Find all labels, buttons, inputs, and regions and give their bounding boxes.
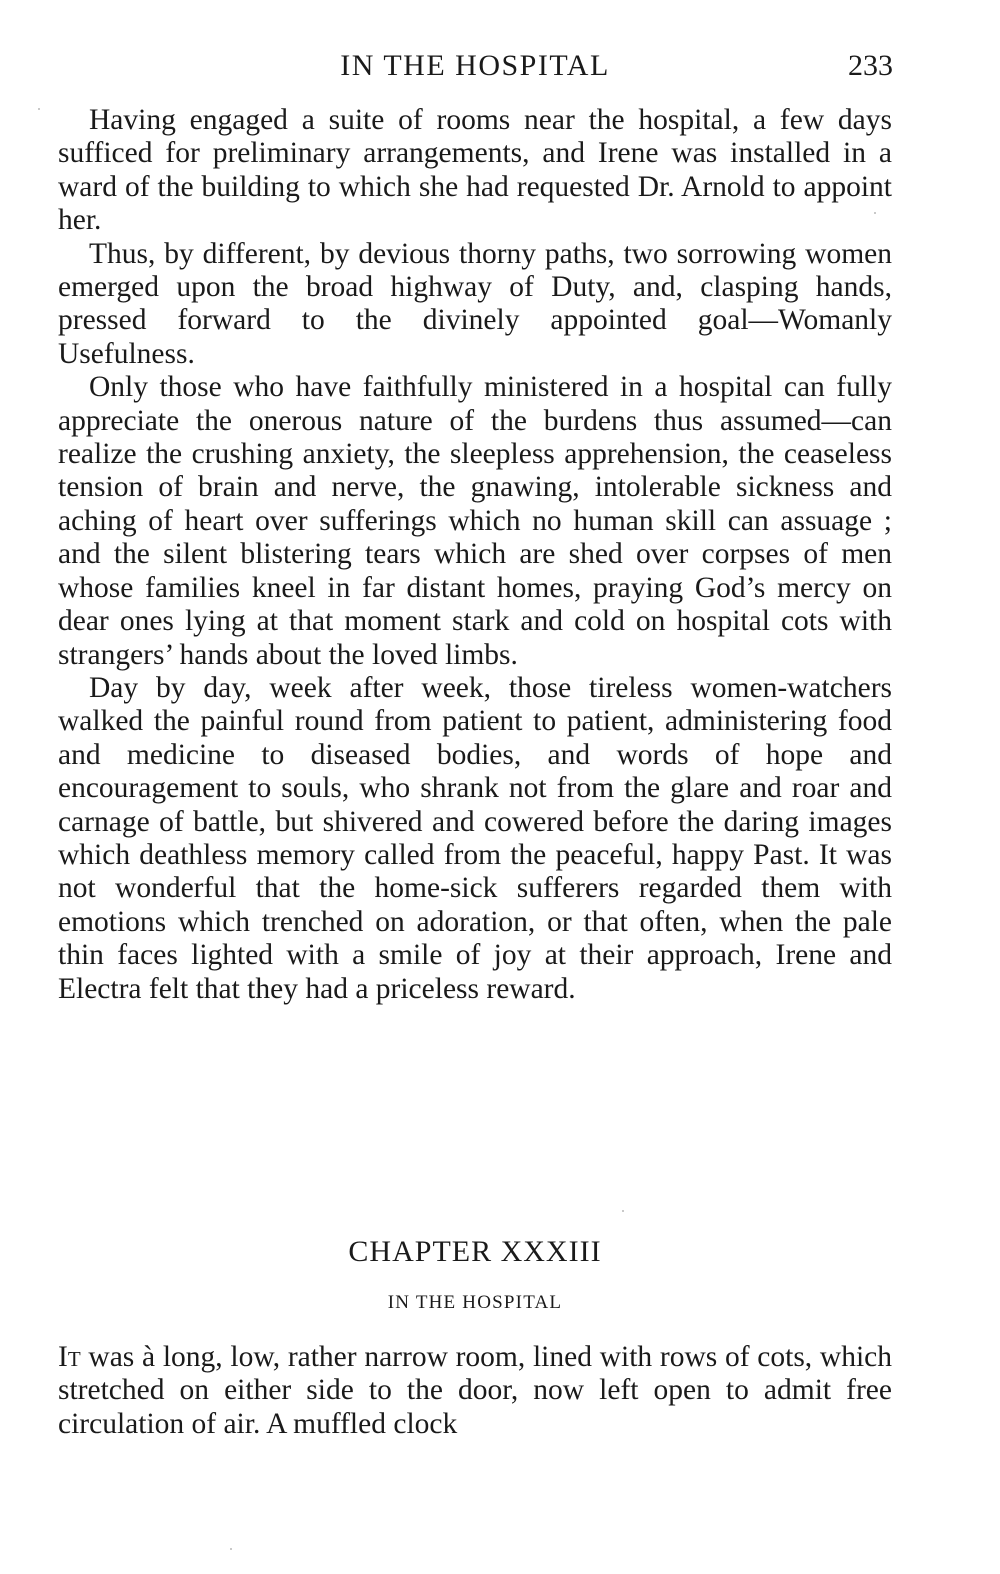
paragraph-women-watchers: Day by day, week after week, those tireless women-watchers walked the painful round from patient to patient, administering food and medicine to diseased bodies, and words of hope and encouragement to souls, who shrank not from the glare and roar and carnage of battle, but shivered and cowered before the daring images which deathless memory called from the peaceful, happy Past. It was not wonderful that the home-sick sufferers regarded them with emotions which trenched on adoration, or that often, when the pale thin faces lighted with a smile of joy at their approach, Irene and Electra felt that they had a priceless reward. <box>58 671 892 1005</box>
opening-text: was à long, low, rather narrow room, lined with rows of cots, which stretched on either side to the door, now left open to admit free circulation of air. A muffled clock <box>58 1341 892 1440</box>
scan-speck <box>230 1548 232 1550</box>
running-title: IN THE HOSPITAL <box>340 49 610 82</box>
paragraph-arrangements: Having engaged a suite of rooms near the hospital, a few days sufficed for preliminary arrangements, and Irene was installed in a ward of the building to which she had requested Dr. Arnold to appoint her. <box>58 104 892 237</box>
chapter-subtitle: IN THE HOSPITAL <box>387 1292 563 1313</box>
body-text <box>58 104 892 1006</box>
chapter-opening-paragraph <box>58 1341 892 1441</box>
page-number: 233 <box>848 49 893 82</box>
scan-speck <box>38 108 40 110</box>
running-head <box>0 46 1000 86</box>
paragraph-highway-of-duty: Thus, by different, by devious thorny paths, two sorrowing women emerged upon the broad highway of Duty, and, clasping hands, pressed forward to the divinely appointed goal—Womanly Usefulness. <box>58 237 892 370</box>
chapter-opening <box>58 1341 892 1441</box>
scan-speck <box>622 1210 624 1212</box>
paragraph-hospital-burdens: Only those who have faithfully ministered in a hospital can fully appreciate the onerous nature of the burdens thus assumed—can realize the crushing anxiety, the sleepless apprehension, the ceaseless tension of brain and nerve, the gnawing, intolerable sickness and aching of heart over sufferings which no human skill can assuage ; and the silent blistering tears which are shed over corpses of men whose families kneel in far distant homes, praying God’s mercy on dear ones lying at that moment stark and cold on hospital cots with strangers’ hands about the loved limbs. <box>58 371 892 671</box>
chapter-title: CHAPTER XXXIII <box>348 1235 602 1268</box>
opening-word: It <box>58 1341 81 1373</box>
scan-speck <box>874 212 876 214</box>
